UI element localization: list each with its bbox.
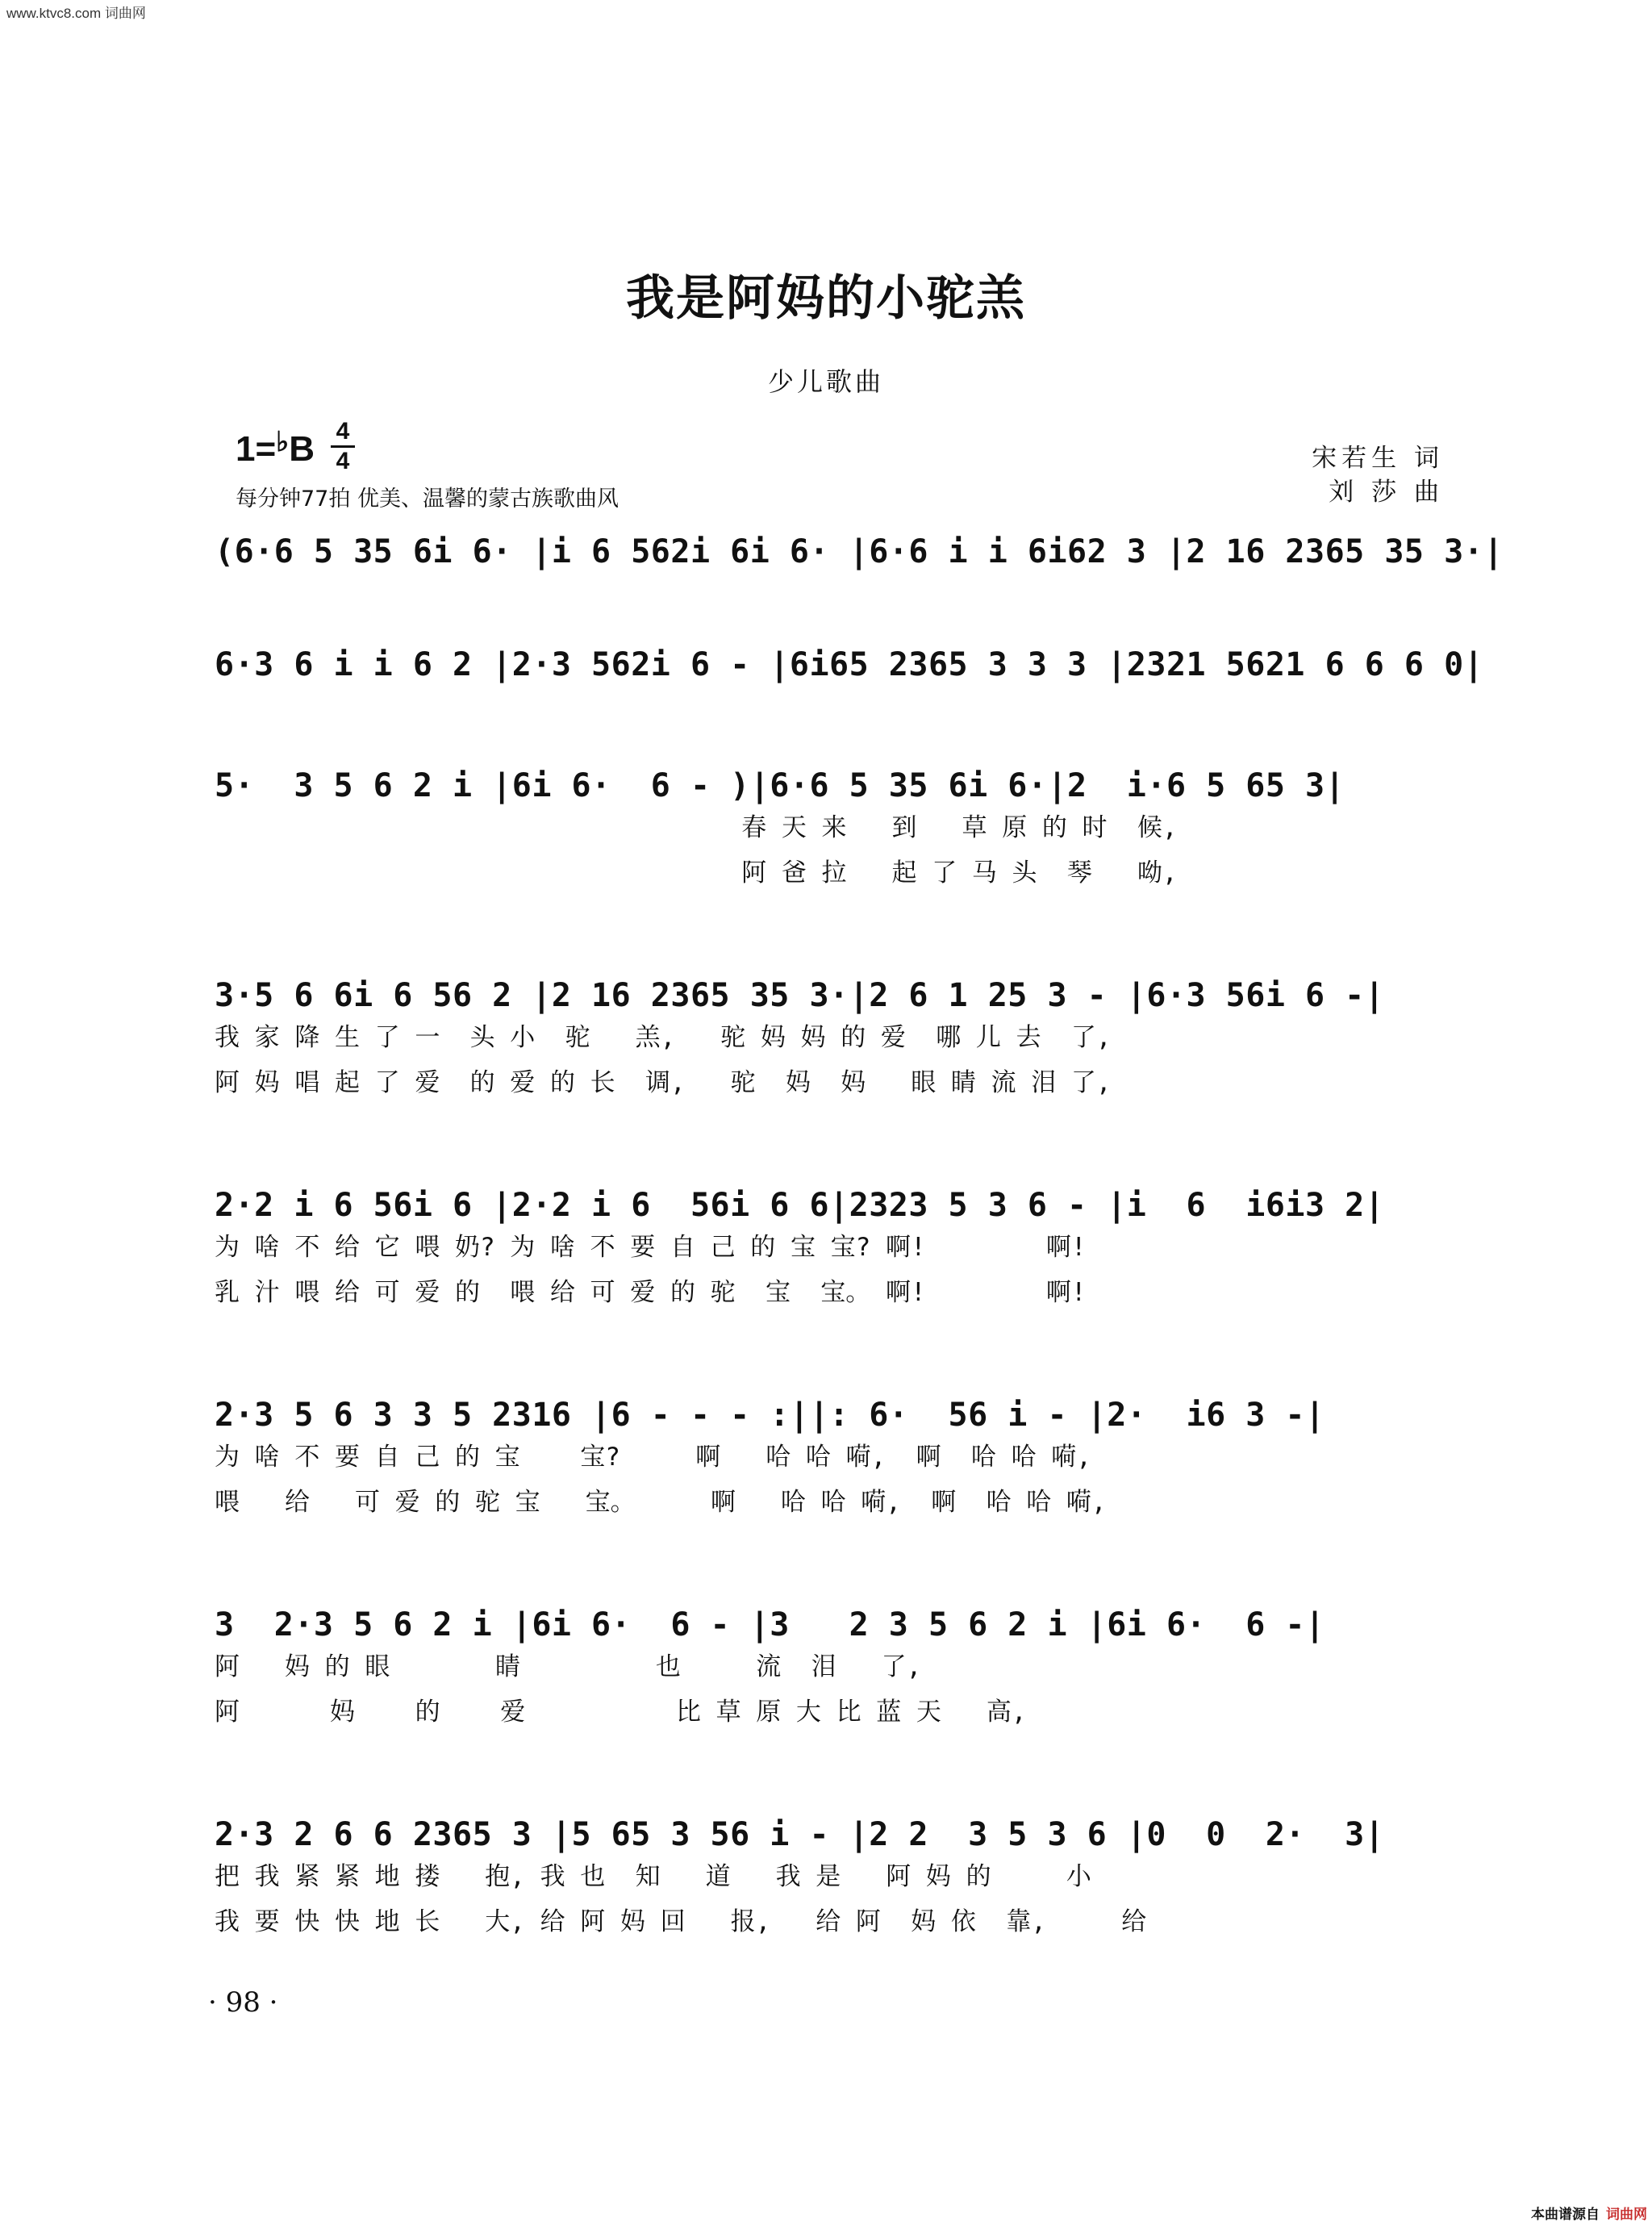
score-line-2 [215, 645, 1484, 684]
lyrics-line-3-verse-2: 阿 爸 拉 起 了 马 头 琴 呦, [215, 858, 1178, 887]
key-flat: ♭ [276, 427, 290, 457]
page-number: · 98 · [208, 1986, 278, 2019]
lyrics-line-7-verse-2: 阿 妈 的 爱 比 草 原 大 比 蓝 天 高, [215, 1698, 1027, 1727]
meter-top: 4 [336, 418, 350, 445]
lyricist-credit: 宋若生 词 [1312, 444, 1444, 473]
time-signature [331, 420, 355, 474]
score-line-3 [215, 766, 1454, 896]
notes-line-7: 3 2·3 5 6 2 i |6i 6· 6 - |3 2 3 5 6 2 i |6i 6· 6 -| [215, 1606, 1325, 1643]
song-subtitle: 少儿歌曲 [767, 366, 884, 397]
notes-line-1: (6·6 5 35 6i 6· |i 6 562i 6i 6· |6·6 i i 6i62 3 |2 16 2365 35 3·| [215, 533, 1504, 570]
notes-line-8: 2·3 2 6 6 2365 3 |5 65 3 56 i - |2 2 3 5 3 6 |0 0 2· 3| [215, 1816, 1385, 1853]
key-signature [236, 426, 315, 470]
notes-line-6: 2·3 5 6 3 3 5 2316 |6 - - - :||: 6· 56 i - |2· i6 3 -| [215, 1397, 1325, 1434]
lyrics-line-5-verse-1: 为 啥 不 给 它 喂 奶? 为 啥 不 要 自 己 的 宝 宝? 啊! 啊! [215, 1233, 1087, 1262]
lyrics-line-3-verse-1: 春 天 来 到 草 原 的 时 候, [215, 813, 1178, 842]
lyrics-line-6-verse-2: 喂 给 可 爱 的 驼 宝 宝。 啊 哈 哈 嗬, 啊 哈 哈 嗬, [215, 1488, 1107, 1517]
key-note: B [289, 429, 315, 469]
lyrics-line-8-verse-2: 我 要 快 快 地 长 大, 给 阿 妈 回 报, 给 阿 妈 依 靠, 给 [215, 1907, 1147, 1936]
score-line-5 [215, 1186, 1454, 1315]
watermark: www.ktvc8.com 词曲网 [6, 6, 146, 21]
tempo-marking: 每分钟77拍 优美、温馨的蒙古族歌曲风 [236, 487, 619, 512]
song-title: 我是阿妈的小驼羔 [626, 270, 1026, 327]
score-line-7 [215, 1606, 1454, 1735]
key-prefix: 1= [236, 429, 277, 469]
footer-brand: 词曲网 [1606, 2207, 1647, 2223]
footer-source [1531, 2203, 1647, 2223]
notes-line-4: 3·5 6 6i 6 56 2 |2 16 2365 35 3·|2 6 1 25 3 - |6·3 56i 6 -| [215, 977, 1385, 1014]
score-line-8 [215, 1815, 1454, 1944]
score-line-1 [215, 532, 1504, 571]
lyrics-line-4-verse-2: 阿 妈 唱 起 了 爱 的 爱 的 长 调, 驼 妈 妈 眼 睛 流 泪 了, [215, 1068, 1112, 1097]
score-line-4 [215, 976, 1454, 1105]
score-line-6 [215, 1396, 1454, 1525]
meter-bottom: 4 [336, 448, 350, 474]
composer-credit: 刘 莎 曲 [1329, 478, 1444, 507]
notes-line-2: 6·3 6 i i 6 2 |2·3 562i 6 - |6i65 2365 3 3 3 |2321 5621 6 6 6 0| [215, 646, 1484, 683]
lyrics-line-7-verse-1: 阿 妈 的 眼 睛 也 流 泪 了, [215, 1652, 922, 1681]
footer-text: 本曲谱源自 [1531, 2207, 1600, 2223]
lyrics-line-6-verse-1: 为 啥 不 要 自 己 的 宝 宝? 啊 哈 哈 嗬, 啊 哈 哈 嗬, [215, 1443, 1091, 1472]
notes-line-3: 5· 3 5 6 2 i |6i 6· 6 - )|6·6 5 35 6i 6·|2 i·6 5 65 3| [215, 767, 1345, 804]
lyrics-line-4-verse-1: 我 家 降 生 了 一 头 小 驼 羔, 驼 妈 妈 的 爱 哪 儿 去 了, [215, 1023, 1112, 1052]
lyrics-line-8-verse-1: 把 我 紧 紧 地 搂 抱, 我 也 知 道 我 是 阿 妈 的 小 [215, 1862, 1091, 1891]
lyrics-line-5-verse-2: 乳 汁 喂 给 可 爱 的 喂 给 可 爱 的 驼 宝 宝。 啊! 啊! [215, 1278, 1087, 1307]
notes-line-5: 2·2 i 6 56i 6 |2·2 i 6 56i 6 6|2323 5 3 6 - |i 6 i6i3 2| [215, 1187, 1385, 1224]
